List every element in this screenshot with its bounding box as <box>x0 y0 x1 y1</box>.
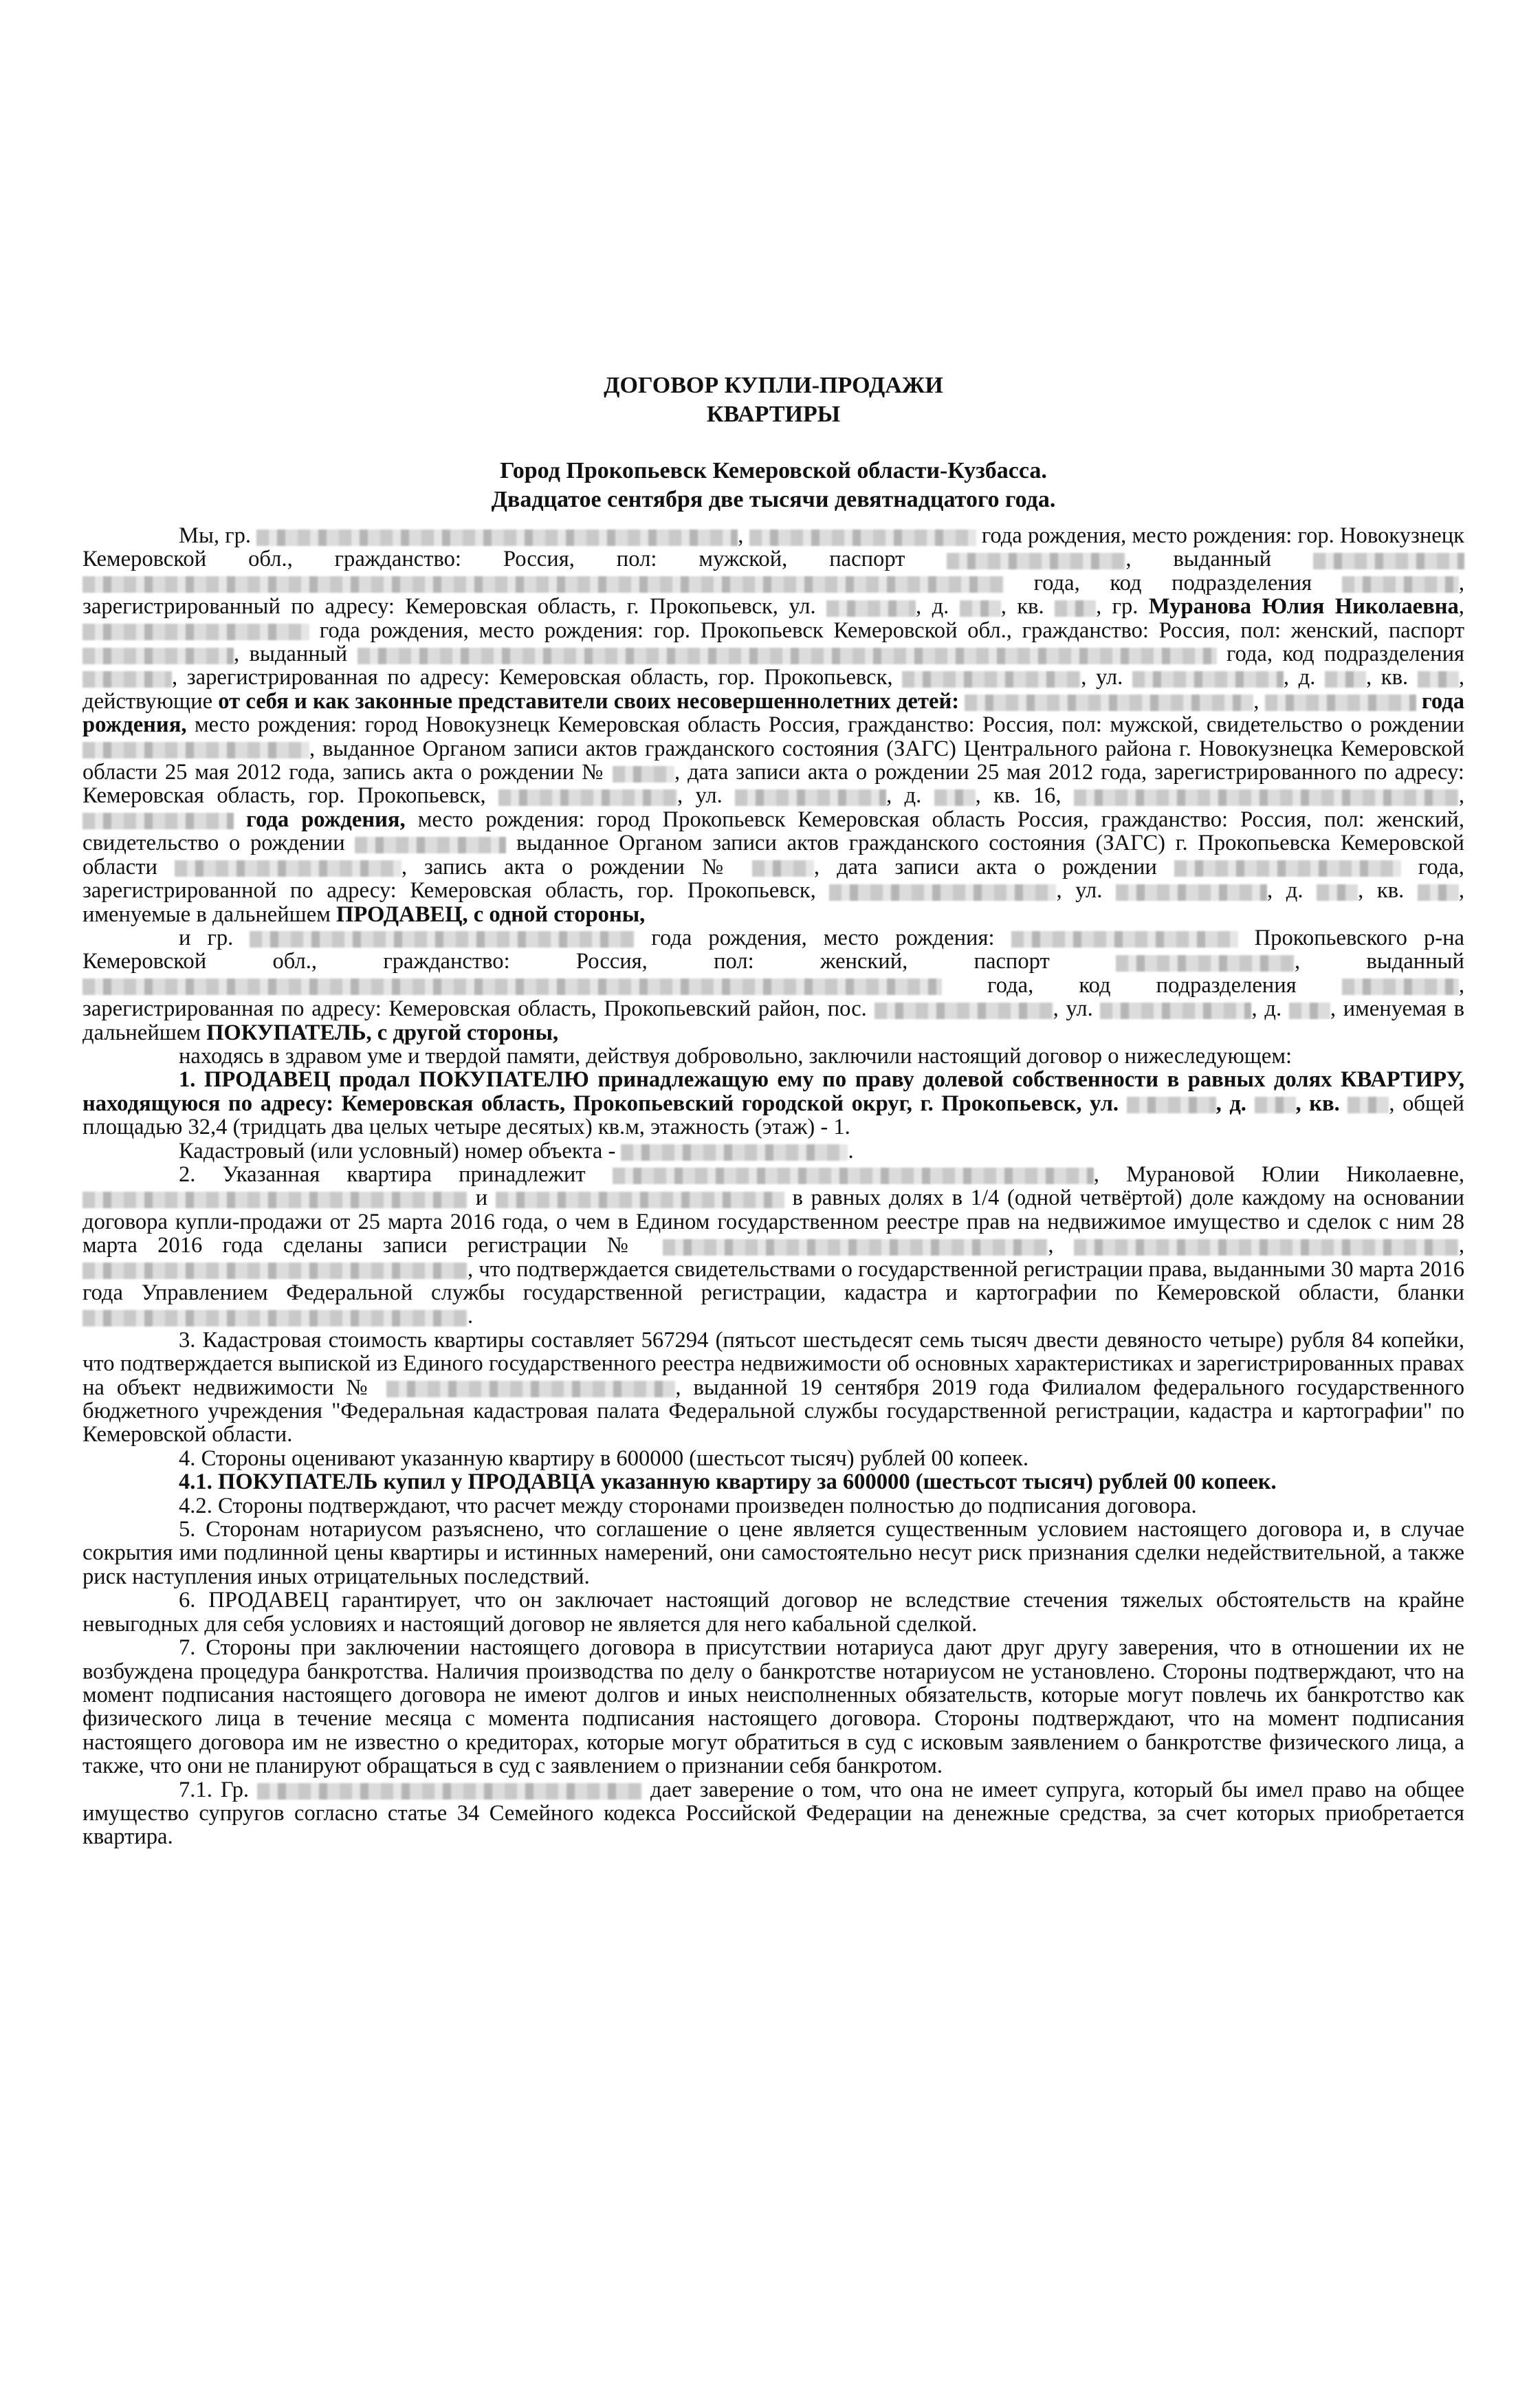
text-run: , выданный <box>234 642 348 667</box>
text-run: от себя и как законные представители своих несовершеннолетних детей: <box>218 688 960 714</box>
text-run: , гр. <box>1096 594 1138 620</box>
text-run: года, код подразделения <box>987 972 1297 998</box>
redacted-text <box>82 671 172 688</box>
text-run: , выданный <box>1295 949 1464 974</box>
redacted-text <box>257 1783 642 1800</box>
redacted-text <box>934 789 976 806</box>
text-run: и <box>475 1185 488 1211</box>
redacted-text <box>1255 1097 1296 1113</box>
text-run: 3. Кадастровая стоимость квартиры составляет 567294 (пятьсот шестьдесят семь тысяч двести девяносто четыре) рубля 84 копейки, что подтверждается выпиской из Единого государственного реестра недвижимости об основных характеристиках и зарегистрированных правах на объект недвижимости № <box>82 1327 1464 1400</box>
text-run: , кв. <box>1000 594 1044 620</box>
redacted-text <box>621 1144 848 1161</box>
document-title: ДОГОВОР КУПЛИ-ПРОДАЖИ КВАРТИРЫ <box>604 373 943 427</box>
redacted-text <box>613 766 674 783</box>
document-date: Двадцатое сентября две тысячи девятнадцатого года. <box>491 487 1056 512</box>
redacted-text <box>1100 1003 1251 1019</box>
text-run: , кв. <box>1366 665 1409 690</box>
redacted-text <box>256 529 738 546</box>
redacted-text <box>1055 600 1096 617</box>
text-run: , <box>1048 1233 1054 1258</box>
redacted-text <box>498 789 677 806</box>
text-run: , дата записи акта о рождении <box>813 854 1157 879</box>
clause-7: 7. Стороны при заключении настоящего договора в присутствии нотариуса дают друг другу заверения, что в отношении их не возбуждена процедура банкротства. Наличия производства по делу о банкротстве нотариусом не установлено. Стороны подтверждают, что на момент подписания настоящего договора не имеют долгов и иных неисполненных обязательств, которые могут повлечь их банкротство как физического лица в течение месяца с момента подписания настоящего договора. Стороны подтверждают, что на момент подписания настоящего договора им не известно о кредиторах, которые могут обратиться в суд с исковым заявлением о банкротстве физического лица, а также, что они не планируют обращаться в суд с заявлением о признании себя банкротом. <box>82 1635 1464 1779</box>
document-place: Город Прокопьевск Кемеровской области-Кузбасса. <box>500 458 1047 483</box>
text-run: , именуемая в дальнейшем <box>82 996 1464 1045</box>
text-run: года, код подразделения <box>1033 570 1312 595</box>
redacted-text <box>82 576 1004 593</box>
text-run: Прокопьевского р-на Кемеровской обл., гражданство: Россия, пол: женский, паспорт <box>82 925 1464 974</box>
text-run: года рождения, место рождения: <box>651 925 995 950</box>
redacted-text <box>752 860 814 877</box>
clause-5: 5. Сторонам нотариусом разъяснено, что соглашение о цене является существенным условием настоящего договора и, в случае сокрытия ими подлинной цены квартиры и истинных намерений, они самостоятельно несут риск признания сделки недействительной, а также риск наступления иных отрицательных последствий. <box>82 1517 1464 1589</box>
redacted-text <box>1313 553 1464 569</box>
text-run: Муранова Юлия Николаевна <box>1148 594 1459 620</box>
text-run: дает заверение о том, что она не имеет супруга, который бы имел право на общее имущество супругов согласно статье 34 Семейного кодекса Российской Федерации на денежные средства, за счет которых приобретается квартира. <box>82 1777 1464 1850</box>
text-run: , д. <box>1216 1091 1246 1116</box>
redacted-text <box>82 979 942 995</box>
text-run: , кв. 16, <box>975 783 1062 809</box>
redacted-text <box>960 600 1001 617</box>
text-run: , Мурановой Юлии Николаевне, <box>1093 1161 1464 1187</box>
redacted-text <box>82 624 309 640</box>
parties-seller: Мы, гр. , года рождения, место рождения: гор. Новокузнецк Кемеровской обл., гражданство: Россия, пол: мужской, паспорт , выданный года, код подразделения , зарегистрированный по адресу: Кемеровская область, г. Прокопьевск, ул. , д. , кв. , гр. Муранова Юлия Николаевна, года рождения, место рождения: гор. Прокопьевск Кемеровской обл., гражданство: Россия, пол: женский, паспорт , выданный года, код подразделения , зарегистрированная по адресу: Кемеровская область, гор. Прокопьевск, , ул. , д. , кв. , действующие от себя и как законные представители своих несовершеннолетних детей: , года рождения, место рождения: город Новокузнецк Кемеровская область Россия, гражданство: Россия, пол: мужской, свидетельство о рождении , выданное Органом записи актов гражданского состояния (ЗАГС) Центрального района г. Новокузнецка Кемеровской области 25 мая 2012 года, запись акта о рождении № , дата записи акта о рождении 25 мая 2012 года, зарегистрированного по адресу: Кемеровская область, гор. Прокопьевск, , ул. , д. , кв. 16, , года рождения, место рождения: город Прокопьевск Кемеровская область Россия, гражданство: Россия, пол: женский, свидетельство о рождении выданное Органом записи актов гражданского состояния (ЗАГС) г. Прокопьевска Кемеровской области , запись акта о рождении № , дата записи акта о рождении года, зарегистрированной по адресу: Кемеровская область, гор. Прокопьевск, , ул. , д. , кв. , именуемые в дальнейшем ПРОДАВЕЦ, с одной стороны, <box>82 523 1464 927</box>
redacted-text <box>965 695 1253 711</box>
redacted-text <box>82 1310 468 1326</box>
redacted-text <box>250 931 635 948</box>
redacted-text <box>1174 860 1401 877</box>
text-run: , общей площадью 32,4 (тридцать два целых четыре десятых) кв.м, этажность (этаж) - 1. <box>82 1091 1464 1140</box>
text-run: , действующие <box>82 665 1464 714</box>
text-run: выданное Органом записи актов гражданского состояния (ЗАГС) г. Прокопьевска Кемеровской области <box>82 831 1464 879</box>
text-run: , д. <box>1283 665 1316 690</box>
redacted-text <box>613 1168 1094 1184</box>
clause-1-cadastral <box>82 1139 1464 1163</box>
text-run: 1. ПРОДАВЕЦ продал ПОКУПАТЕЛЮ принадлежащую ему по праву долевой собственности в равных долях КВАРТИРУ, находящуюся по адресу: Кемеровская область, Прокопьевский городской округ, г. Прокопьевск, ул. <box>82 1067 1464 1116</box>
redacted-text <box>1348 1097 1389 1113</box>
text-run: 7.1. Гр. <box>179 1777 250 1802</box>
text-run: , д. <box>1251 996 1282 1022</box>
text-run: место рождения: город Прокопьевск Кемеровская область Россия, гражданство: Россия, пол: женский, свидетельство о рождении <box>82 807 1464 856</box>
text-run: . <box>848 1138 854 1163</box>
redacted-text <box>82 1263 468 1279</box>
redacted-text <box>1325 671 1366 688</box>
text-run: , ул. <box>1081 665 1123 690</box>
text-run: , <box>1458 1233 1464 1258</box>
text-run: 2. Указанная квартира принадлежит <box>179 1161 586 1187</box>
text-run: , <box>1253 688 1260 714</box>
text-run: , ул. <box>677 783 723 809</box>
clause-3 <box>82 1329 1464 1447</box>
redacted-text <box>1132 671 1284 688</box>
redacted-text <box>82 648 234 664</box>
text-run: ПОКУПАТЕЛЬ, с другой стороны, <box>206 1020 559 1045</box>
redacted-text <box>829 884 1056 901</box>
redacted-text <box>82 742 309 758</box>
redacted-text <box>1127 1097 1216 1113</box>
redacted-text <box>1342 576 1459 593</box>
text-run: , выданное Органом записи актов гражданского состояния (ЗАГС) Центрального района г. Новокузнецка Кемеровской области 25 мая 2012 года, запись акта о рождении № <box>82 736 1464 785</box>
text-run: ПРОДАВЕЦ, с одной стороны, <box>336 901 646 927</box>
text-run: года рождения, <box>246 807 406 832</box>
redacted-text <box>749 529 976 546</box>
redacted-text <box>1116 884 1267 901</box>
text-run: . <box>468 1304 474 1329</box>
redacted-text <box>386 1381 675 1397</box>
redacted-text <box>1317 884 1358 901</box>
redacted-text <box>82 1192 468 1208</box>
parties-buyer <box>82 926 1464 1045</box>
redacted-text <box>175 860 402 877</box>
redacted-text <box>663 1239 1048 1256</box>
redacted-text <box>826 600 916 617</box>
redacted-text <box>355 837 506 853</box>
redacted-text <box>1418 884 1459 901</box>
clause-2 <box>82 1163 1464 1329</box>
text-run: , ул. <box>1053 996 1093 1022</box>
redacted-text <box>1418 671 1459 688</box>
text-run: года рождения, место рождения: гор. Прокопьевск Кемеровской обл., гражданство: Россия, пол: женский, паспорт <box>319 618 1464 643</box>
text-run: Мы, гр. <box>179 523 252 548</box>
redacted-text <box>1074 1239 1459 1256</box>
text-run: зарегистрированный по адресу: Кемеровская область, г. Прокопьевск, ул. <box>82 594 816 620</box>
text-run: место рождения: город Новокузнецк Кемеровская область Россия, гражданство: Россия, пол: мужской, свидетельство о рождении <box>194 712 1464 738</box>
text-run: , выданный <box>1125 547 1272 572</box>
text-run: и гр. <box>179 925 234 950</box>
text-run: , зарегистрированная по адресу: Кемеровская область, Прокопьевский район, пос. <box>82 972 1464 1022</box>
text-run: в равных долях в 1/4 (одной четвёртой) доле каждому на основании договора купли-продажи от 25 марта 2016 года, о чем в Едином государственном реестре прав на недвижимое имущество и сделок с ним 28 марта 2016 года сделаны записи регистрации № <box>82 1185 1464 1258</box>
text-run: , <box>1458 783 1464 809</box>
contract-body <box>82 524 1464 1849</box>
clause-1 <box>82 1068 1464 1139</box>
redacted-text <box>496 1192 784 1208</box>
redacted-text <box>1342 979 1459 995</box>
text-run: 4.1. ПОКУПАТЕЛЬ купил у ПРОДАВЦА указанную квартиру за 600000 (шестьсот тысяч) рублей 00 копеек. <box>179 1469 1277 1495</box>
text-run: года, зарегистрированной по адресу: Кемеровская область, гор. Прокопьевск, <box>82 854 1464 904</box>
text-run: , кв. <box>1358 878 1405 904</box>
text-run: зарегистрированная по адресу: Кемеровская область, гор. Прокопьевск, <box>186 665 893 690</box>
text-run: года, код подразделения <box>1226 642 1464 667</box>
text-run: , д. <box>1267 878 1304 904</box>
document-place-date <box>82 457 1464 514</box>
redacted-text <box>874 1003 1053 1019</box>
redacted-text <box>358 648 1217 664</box>
redacted-text <box>947 553 1125 569</box>
text-run: , д. <box>916 594 949 620</box>
redacted-text <box>82 813 234 829</box>
clause-4-2: 4.2. Стороны подтверждают, что расчет между сторонами произведен полностью до подписания договора. <box>179 1493 1197 1518</box>
text-run: , д. <box>886 783 922 809</box>
clause-7-1 <box>82 1778 1464 1849</box>
text-run: , выданной 19 сентября 2019 года Филиалом федерального государственного бюджетного учреждения "Федеральная кадастровая палата Федеральной службы государственной регистрации, кадастра и картографии" по Кемеровской области. <box>82 1375 1464 1447</box>
clause-4: 4. Стороны оценивают указанную квартиру в 600000 (шестьсот тысяч) рублей 00 копеек. <box>179 1445 1028 1471</box>
text-run: Кадастровый (или условный) номер объекта - <box>179 1138 616 1163</box>
redacted-text <box>902 671 1081 688</box>
clause-4-1 <box>82 1470 1464 1494</box>
text-run: года рождения, <box>82 688 1464 738</box>
redacted-text <box>1289 1003 1330 1019</box>
redacted-text <box>1074 789 1459 806</box>
parties-agreement: находясь в здравом уме и твердой памяти, действуя добровольно, заключили настоящий договор о нижеследующем: <box>179 1043 1292 1069</box>
text-run: года рождения, место рождения: гор. Новокузнецк Кемеровской обл., гражданство: Россия, пол: мужской, паспорт <box>82 523 1464 572</box>
redacted-text <box>1116 955 1295 972</box>
clause-6: 6. ПРОДАВЕЦ гарантирует, что он заключает настоящий договор не вследствие стечения тяжелых обстоятельств на крайне невыгодных для себя условиях и настоящий договор не является для него кабальной сделкой. <box>82 1588 1464 1637</box>
text-run: , кв. <box>1295 1091 1340 1116</box>
text-run: , ул. <box>1056 878 1103 904</box>
text-run: , именуемые в дальнейшем <box>82 878 1464 927</box>
text-run: , запись акта о рождении № <box>401 854 735 879</box>
redacted-text <box>1265 695 1416 711</box>
text-run: , что подтверждается свидетельствами о государственной регистрации права, выданными 30 марта 2016 года Управлением Федеральной службы государственной регистрации, кадастра и картографии по Кемеровской области, бланки <box>82 1256 1464 1305</box>
text-run: , дата записи акта о рождении 25 мая 2012 года, зарегистрированного по адресу: Кемеровская область, гор. Прокопьевск, <box>82 760 1464 809</box>
redacted-text <box>1011 931 1238 948</box>
redacted-text <box>735 789 886 806</box>
